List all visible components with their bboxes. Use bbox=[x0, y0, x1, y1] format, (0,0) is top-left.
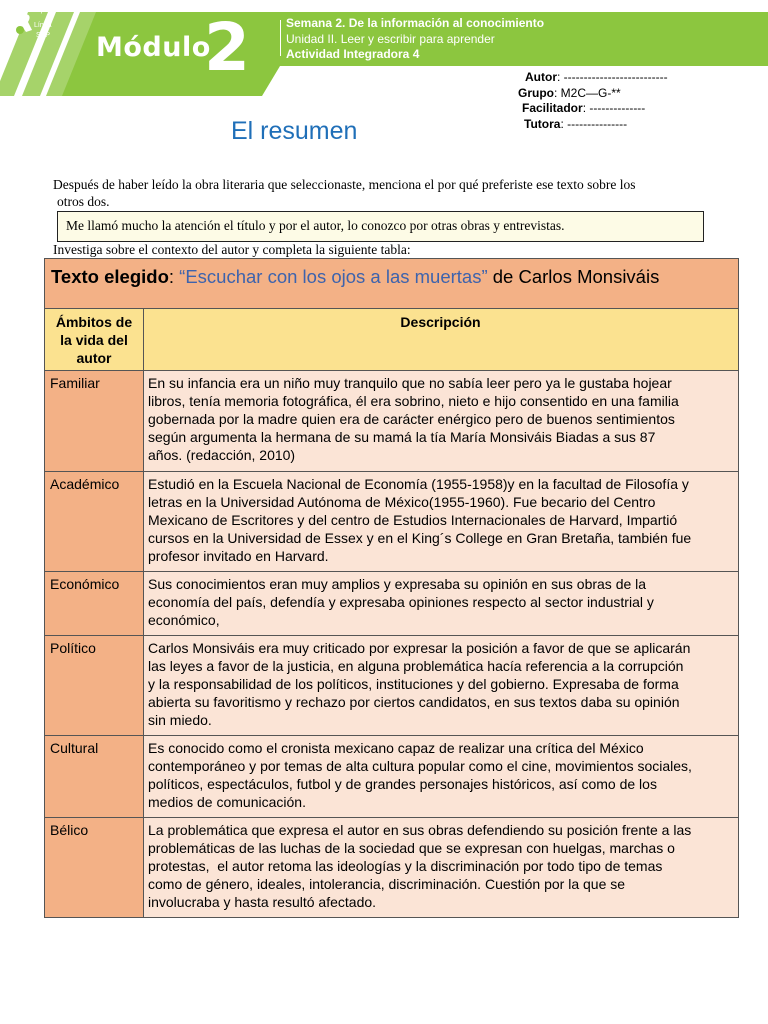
autor-value: : -------------------------- bbox=[557, 70, 668, 84]
text-line: sin miedo. bbox=[148, 712, 212, 728]
header-line: autor bbox=[76, 350, 112, 366]
row-description bbox=[144, 736, 738, 817]
table-row bbox=[45, 371, 738, 472]
module-word: Módulo bbox=[96, 32, 211, 63]
text-line: como de género, ideales, intolerancia, discriminación. Cuestión por la que se bbox=[148, 876, 626, 892]
grupo-row bbox=[512, 86, 668, 102]
text-line: protestas, el autor retoma las ideologías y la discriminación por todo tipo de temas bbox=[148, 858, 663, 874]
text-line: según argumenta la hermana de su mamá la tía María Monsiváis Biadas a sus 87 bbox=[148, 429, 656, 445]
row-label: Político bbox=[45, 636, 144, 735]
text-line: La problemática que expresa el autor en sus obras defendiendo su posición frente a las bbox=[148, 822, 692, 838]
table-row bbox=[45, 736, 738, 818]
text-line: contemporáneo y por temas de alta cultura popular como el cine, movimientos sociales, bbox=[148, 758, 692, 774]
row-label: Cultural bbox=[45, 736, 144, 817]
chosen-work-author: de Carlos Monsiváis bbox=[487, 266, 660, 287]
document-title: El resumen bbox=[231, 117, 358, 145]
tutora-value: : --------------- bbox=[560, 116, 628, 131]
grupo-label: Grupo bbox=[518, 85, 554, 100]
unit-line: Unidad II. Leer y escribir para aprender bbox=[286, 31, 495, 46]
text-line: involucraba y hasta resultó afectado. bbox=[148, 894, 377, 910]
header-line: la vida del bbox=[60, 332, 128, 348]
text-line: y la responsabilidad de los políticos, instituciones y del gobierno. Expresaba de forma bbox=[148, 676, 679, 692]
text-line: abierta su favoritismo y rechazo por ciertos candidatos, en sus textos daba su opinión bbox=[148, 694, 680, 710]
table-row bbox=[45, 818, 738, 917]
text-line: económico, bbox=[148, 612, 220, 628]
facilitador-row bbox=[512, 101, 668, 117]
banner-text bbox=[286, 16, 544, 63]
row-description bbox=[144, 818, 738, 917]
text-line: cursos en la Universidad de Essex y en el King´s College en Gran Bretaña, también fue bbox=[148, 530, 692, 546]
tutora-row bbox=[512, 117, 668, 133]
activity-line: Actividad Integradora 4 bbox=[286, 47, 420, 61]
table-row bbox=[45, 472, 738, 572]
intro-question bbox=[53, 176, 713, 210]
week-line: Semana 2. De la información al conocimiento bbox=[286, 16, 545, 30]
title-separator: : bbox=[168, 266, 180, 287]
row-description bbox=[144, 572, 738, 635]
author-context-table bbox=[44, 258, 739, 918]
chosen-work-title: “Escuchar con los ojos a las muertas” bbox=[179, 266, 488, 287]
text-line: medios de comunicación. bbox=[148, 794, 306, 810]
table-title-row bbox=[45, 259, 738, 309]
text-line: Sus conocimientos eran muy amplios y expresaba su opinión en sus obras de la bbox=[148, 576, 647, 592]
text-line: economía del país, defendía y expresaba opiniones respecto al sector industrial y bbox=[148, 594, 654, 610]
autor-row bbox=[512, 70, 668, 86]
col-header-ambitos bbox=[45, 309, 144, 370]
text-line: gobernada por la madre quien era de carácter enérgico pero de buenos sentimientos bbox=[148, 411, 675, 427]
text-line: Es conocido como el cronista mexicano capaz de realizar una crítica del México bbox=[148, 740, 644, 756]
text-line: problemáticas de las luchas de la sociedad que se expresan con huelgas, marchas o bbox=[148, 840, 675, 856]
header-line: Ámbitos de bbox=[55, 314, 133, 330]
table-row bbox=[45, 572, 738, 636]
row-label: Familiar bbox=[45, 371, 144, 471]
text-line: políticos, espectáculos, futbol y de grandes personajes históricos, así como de los bbox=[148, 776, 657, 792]
prepa-en-linea-sep-logo-icon bbox=[0, 0, 59, 44]
row-description bbox=[144, 636, 738, 735]
svg-text:Línea: Línea bbox=[34, 22, 52, 29]
text-line: En su infancia era un niño muy tranquilo que no sabía leer pero ya le gustaba hojear bbox=[148, 375, 672, 391]
table-header-row bbox=[45, 309, 738, 371]
text-line: las leyes a favor de la justicia, en alguna problemática hacía referencia a la corrupción bbox=[148, 658, 684, 674]
row-label: Académico bbox=[45, 472, 144, 571]
autor-label: Autor bbox=[525, 70, 557, 84]
facilitador-value: : -------------- bbox=[582, 101, 646, 115]
row-label: Económico bbox=[45, 572, 144, 635]
text-line: letras en la Universidad Autónoma de México(1955-1960). Fue becario del Centro bbox=[148, 494, 656, 510]
svg-text:Prepa en: Prepa en bbox=[30, 7, 59, 14]
row-description bbox=[144, 472, 738, 571]
tutora-label: Tutora bbox=[524, 116, 561, 131]
text-line: profesor invitado en Harvard. bbox=[148, 548, 329, 564]
facilitador-label: Facilitador bbox=[522, 101, 583, 115]
texto-elegido-label: Texto elegido bbox=[51, 266, 169, 287]
row-description bbox=[144, 371, 738, 471]
table-instruction: Investiga sobre el contexto del autor y completa la siguiente tabla: bbox=[53, 242, 411, 257]
table-row bbox=[45, 636, 738, 736]
author-info bbox=[512, 70, 668, 132]
text-line: libros, tenía memoria fotográfica, él era sobrino, nieto e hijo consentido en una familia bbox=[148, 393, 679, 409]
text-line: Mexicano de Escritores y del centro de Estudios Internacionales de Harvard, Impartió bbox=[148, 512, 678, 528]
answer-box: Me llamó mucho la atención el título y por el autor, lo conozco por otras obras y entrevistas. bbox=[57, 211, 704, 242]
text-line: Carlos Monsiváis era muy criticado por expresar la posición a favor de que se aplicarán bbox=[148, 640, 691, 656]
svg-text:SEP: SEP bbox=[36, 32, 51, 39]
text-line: años. (redacción, 2010) bbox=[148, 447, 296, 463]
intro-line: Después de haber leído la obra literaria que seleccionaste, menciona el por qué preferiste ese texto sobre los bbox=[53, 177, 636, 192]
banner-divider bbox=[280, 20, 281, 56]
intro-line: otros dos. bbox=[57, 194, 110, 209]
row-label: Bélico bbox=[45, 818, 144, 917]
module-number: 2 bbox=[204, 9, 250, 86]
text-line: Estudió en la Escuela Nacional de Economía (1955-1958)y en la facultad de Filosofía y bbox=[148, 476, 689, 492]
col-header-descripcion: Descripción bbox=[144, 309, 738, 370]
grupo-value: : M2C—G-** bbox=[554, 85, 621, 100]
